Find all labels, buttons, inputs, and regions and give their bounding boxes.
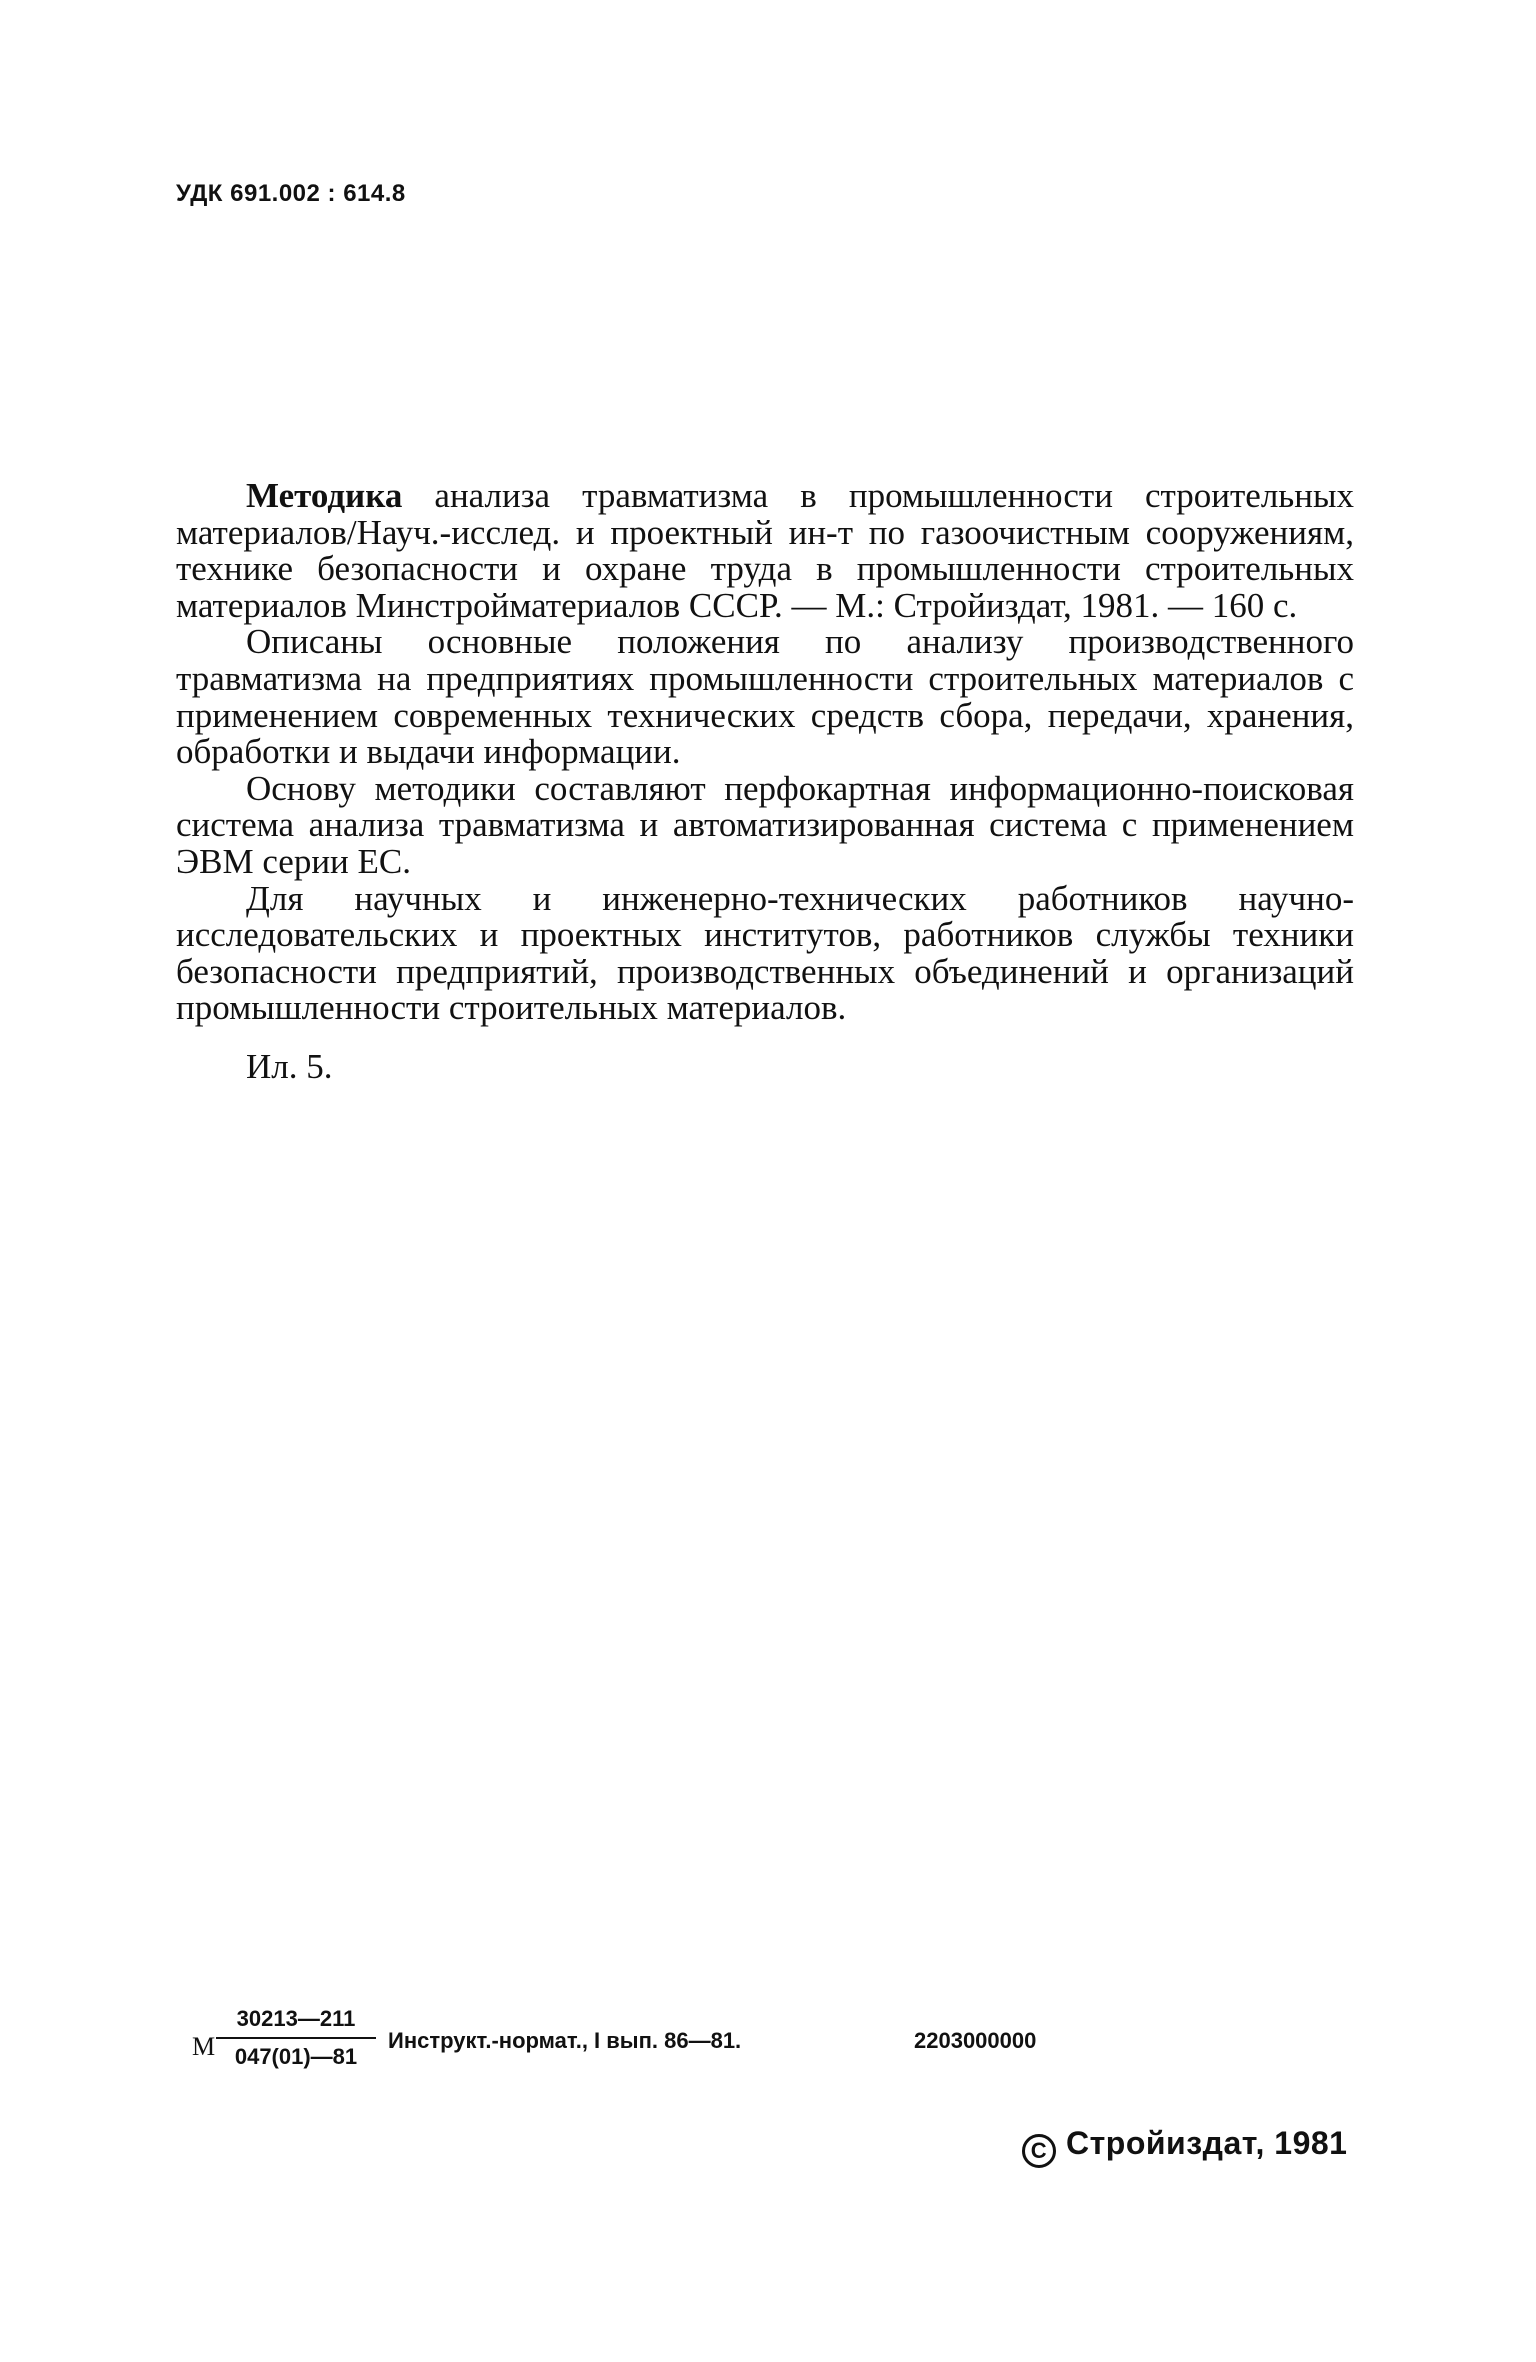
abstract-block: [176, 478, 1354, 1086]
abstract-paragraph-1: Описаны основные положения по анализу производственного травматизма на предприятиях промышленности строительных материалов с применением современных технических средств сбора, передачи, хранения, обработки и выдачи информации.: [176, 622, 1354, 772]
book-title: Методика: [246, 476, 403, 515]
imprint-instruction: Инструкт.-нормат., I вып. 86—81.: [388, 2028, 742, 2053]
bibliographic-description: [176, 478, 1354, 624]
imprint-line: [192, 2006, 1392, 2086]
imprint-numerator: 30213—211: [236, 2006, 356, 2031]
illustrations-count: Ил. 5.: [246, 1046, 333, 1086]
fraction-rule: [216, 2037, 376, 2039]
abstract-paragraph-2: Основу методики составляют перфокартная информационно-поисковая система анализа травматизма и автоматизированная система с применением ЭВМ серии ЕС.: [176, 768, 1354, 881]
imprint-letter: М: [192, 2032, 216, 2061]
imprint-code: 2203000000: [914, 2028, 1037, 2053]
abstract-paragraph-3: Для научных и инженерно-технических работников научно-исследовательских и проектных институтов, работников службы техники безопасности предприятий, производственных объединений и организаций промышленности строительных материалов.: [176, 878, 1354, 1028]
copyright-notice: [1022, 2125, 1347, 2168]
copyright-text: Стройиздат, 1981: [1066, 2125, 1348, 2161]
bibliographic-details: анализа травматизма в промышленности строительных материалов/Науч.-исслед. и проектный ин-т по газоочистным сооружениям, технике безопасности и охране труда в промышленности строительных материалов Минстройматериалов СССР. — М.: Стройиздат, 1981. — 160 с.: [176, 476, 1354, 625]
copyright-icon: C: [1022, 2134, 1056, 2168]
imprint-denominator: 047(01)—81: [234, 2044, 358, 2069]
udk-code: УДК 691.002 : 614.8: [176, 180, 406, 207]
